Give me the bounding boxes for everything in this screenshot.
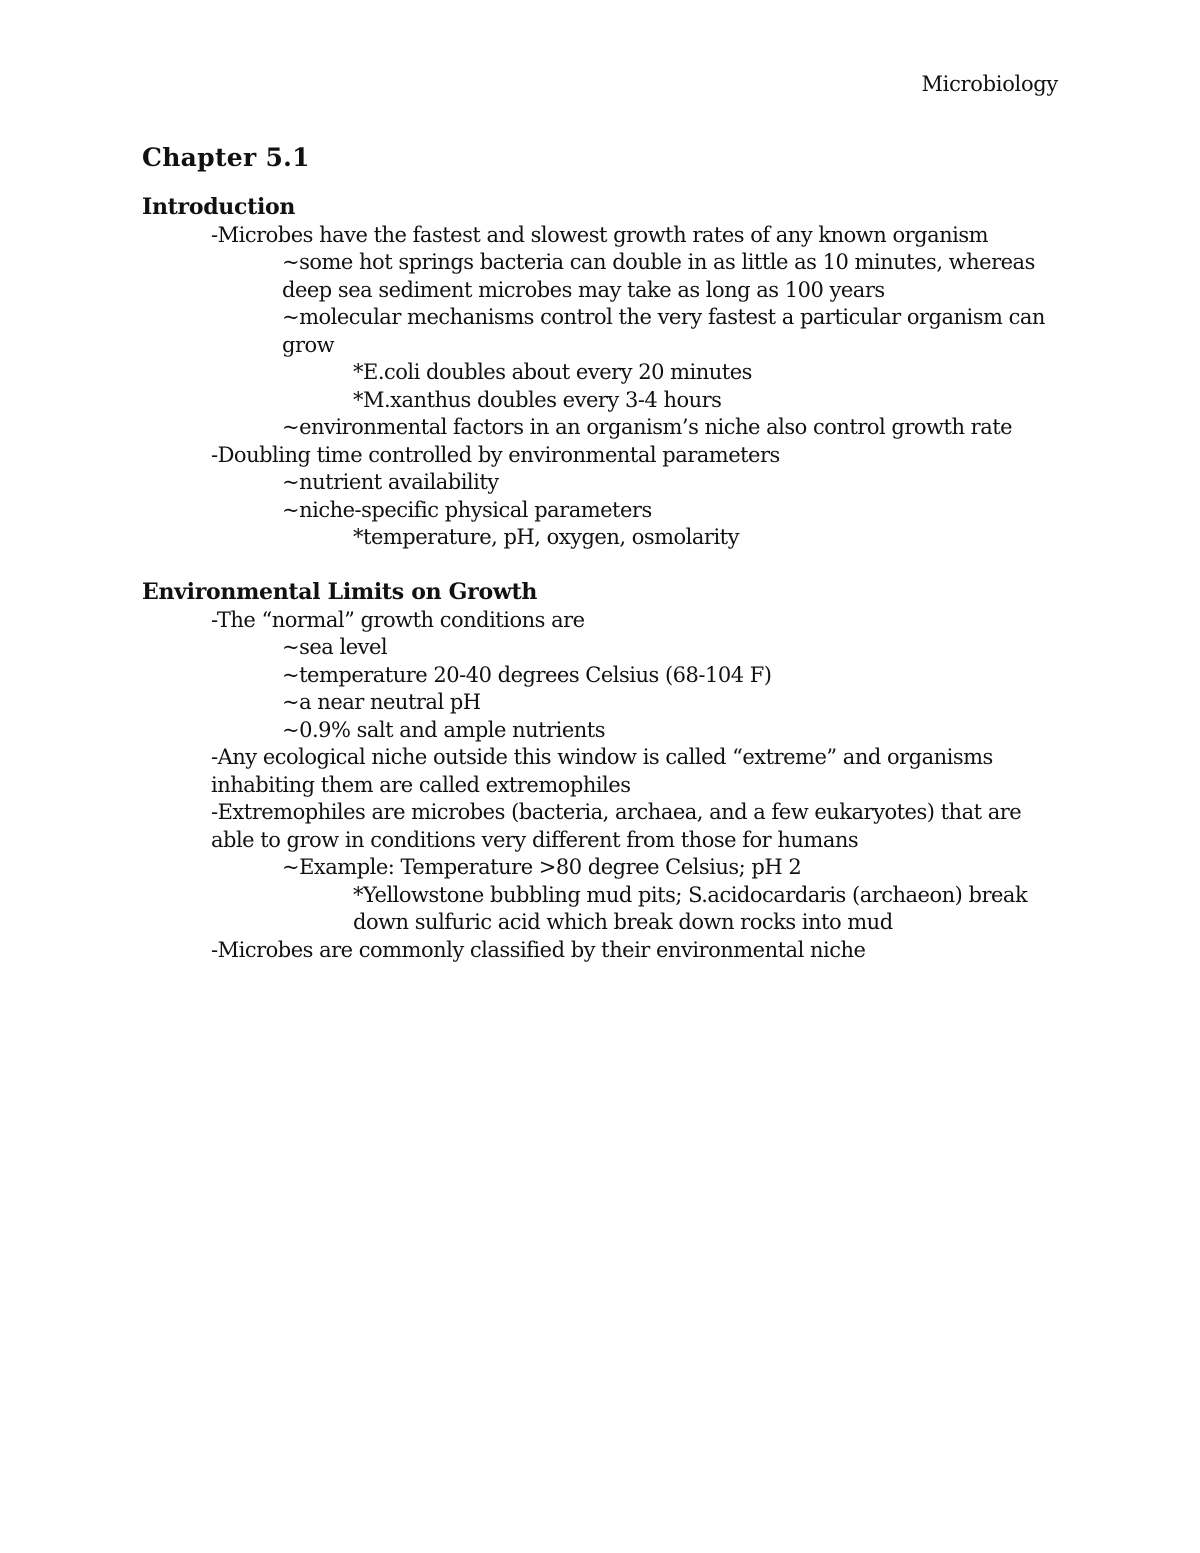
note-line: ~environmental factors in an organism’s niche also control growth rate [282,415,1013,439]
note-line: grow [282,332,335,357]
note-line: inhabiting them are called extremophiles [211,772,631,797]
note-line: *temperature, pH, oxygen, osmolarity [353,525,739,549]
note-line: down sulfuric acid which break down rocks into mud [353,910,893,934]
note-line: deep sea sediment microbes may take as long as 100 years [282,277,885,302]
chapter-title: Chapter 5.1 [142,143,310,172]
note-line: ~molecular mechanisms control the very fastest a particular organism can [282,305,1045,329]
note-line: -Any ecological niche outside this window is called “extreme” and organisms [211,745,993,769]
note-line: -Microbes have the fastest and slowest growth rates of any known organism [211,222,989,247]
note-line: -Microbes are commonly classified by their environmental niche [211,937,866,962]
note-line: ~niche-specific physical parameters [282,497,652,522]
note-line: *M.xanthus doubles every 3-4 hours [353,387,722,412]
sections-container [142,194,1062,964]
note-line: ~Example: Temperature >80 degree Celsius; pH 2 [282,855,802,879]
note-line: able to grow in conditions very different from those for humans [211,827,859,852]
note-line: *Yellowstone bubbling mud pits; S.acidocardaris (archaeon) break [353,882,1028,907]
note-line: *E.coli doubles about every 20 minutes [353,360,752,384]
note-line: ~nutrient availability [282,470,499,494]
note-line: -The “normal” growth conditions are [211,607,585,632]
section [142,194,1062,552]
section-gap [142,552,1062,580]
note-line: -Extremophiles are microbes (bacteria, archaea, and a few eukaryotes) that are [211,800,1022,824]
course-header: Microbiology [921,72,1058,96]
note-line: ~0.9% salt and ample nutrients [282,717,606,742]
section-title: Introduction [142,194,296,220]
note-line: ~some hot springs bacteria can double in as little as 10 minutes, whereas [282,250,1035,274]
document-body [142,140,1062,964]
section-title: Environmental Limits on Growth [142,579,538,605]
note-line: ~temperature 20-40 degrees Celsius (68-104 F) [282,662,772,687]
section [142,579,1062,964]
note-line: ~sea level [282,635,388,659]
note-line: ~a near neutral pH [282,690,481,714]
note-line: -Doubling time controlled by environmental parameters [211,442,780,467]
